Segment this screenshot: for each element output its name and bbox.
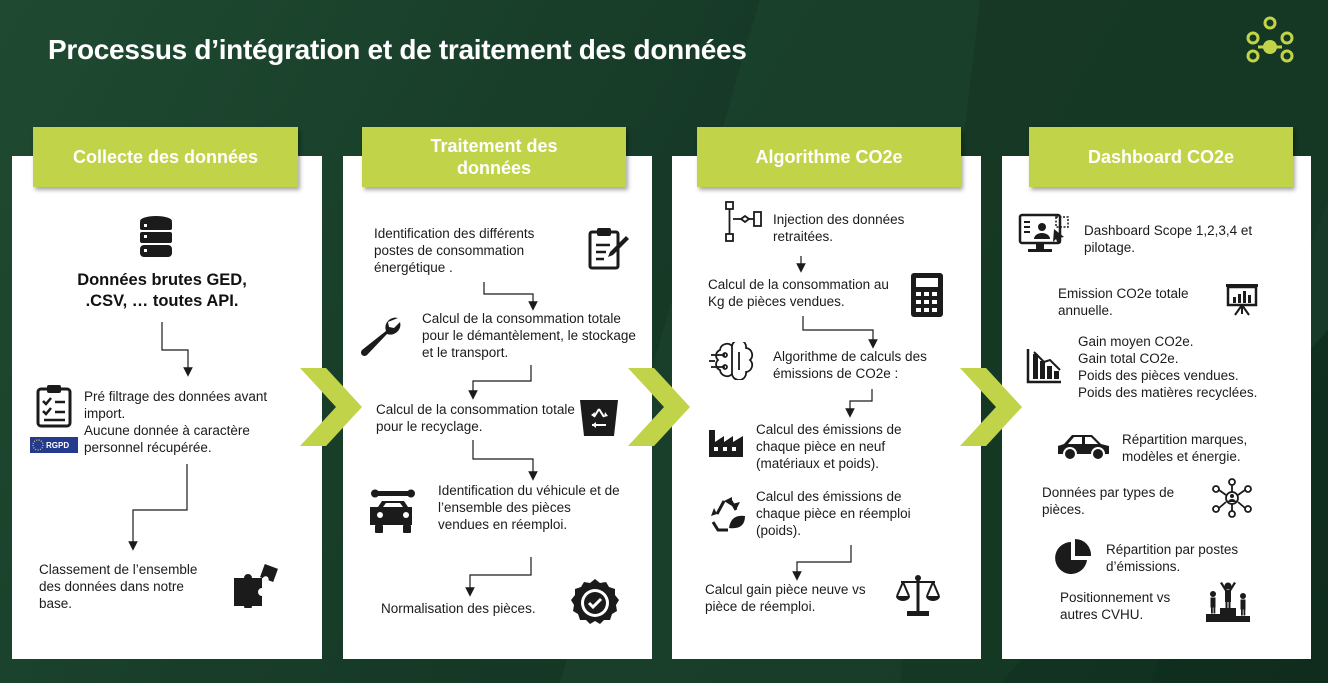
identification-vehicule-text: Identification du véhicule et de l’ensemble des pièces vendues en réemploi. [438,483,620,532]
gain-moyen-line: Gain moyen CO2e. [1078,334,1194,349]
consommation-kg-text: Calcul de la consommation au Kg de pièces vendues. [708,277,889,309]
scale-icon [895,574,941,618]
consommation-totale-text: Calcul de la consommation totale pour le démantèlement, le stockage et le transport. [422,311,636,360]
dashboard-scope-text: Dashboard Scope 1,2,3,4 et pilotage. [1084,223,1253,255]
emission-annuelle-text: Emission CO2e totale annuelle. [1058,286,1189,318]
database-icon [139,216,173,258]
network-icon [1211,478,1253,518]
puzzle-icon [232,564,280,608]
poids-pieces-line: Poids des pièces vendues. [1078,368,1239,383]
gains-list [1078,333,1298,401]
normalisation-text: Normalisation des pièces. [381,601,536,616]
car-icon [1056,432,1112,462]
prefilter-line: Pré filtrage des données avant import. [84,389,268,421]
clipboard-checklist-icon [36,384,72,428]
bar-chart-icon [1026,348,1062,384]
chevron-right-icon [300,368,362,446]
factory-icon [708,422,744,458]
repartition-postes-text: Répartition par postes d’émissions. [1106,542,1239,574]
algorithme-calcul-text: Algorithme de calculs des émissions de CO2e : [773,349,927,381]
classification-text: Classement de l’ensemble des données dans notre base. [39,562,198,611]
logo-icon [1242,14,1298,66]
check-badge-icon [570,578,620,628]
car-wrench-icon [370,487,416,543]
header-dashboard: Dashboard CO2e [1029,127,1293,187]
gain-piece-text: Calcul gain pièce neuve vs pièce de réemploi. [705,582,866,614]
podium-icon [1204,578,1252,624]
emissions-neuf-text: Calcul des émissions de chaque pièce en neuf (matériaux et poids). [756,422,902,471]
recyclage-text: Calcul de la consommation totale pour le recyclage. [376,402,575,434]
recycle-bin-icon [578,398,620,438]
calculator-icon [910,272,944,318]
presentation-chart-icon [1225,282,1259,316]
identification-postes-text: Identification des différents postes de consommation énergétique . [374,226,535,275]
repartition-marques-text: Répartition marques, modèles et énergie. [1122,432,1248,464]
dashboard-screen-icon [1018,213,1070,255]
raw-data-text: Données brutes GED, .CSV, … toutes API. [77,271,247,310]
pie-chart-icon [1053,538,1093,578]
poids-matieres-line: Poids des matières recyclées. [1078,385,1258,400]
header-algorithme: Algorithme CO2e [697,127,961,187]
gain-total-line: Gain total CO2e. [1078,351,1179,366]
prefilter-text [84,388,294,456]
brain-icon [708,342,754,380]
privacy-line: Aucune donnée à caractère personnel récupérée. [84,423,250,455]
injection-text: Injection des données retraitées. [773,212,905,244]
recycle-leaf-icon [707,494,747,532]
chevron-right-icon [960,368,1022,446]
flowchart-icon [724,200,764,244]
rgpd-badge-icon [30,437,78,453]
types-pieces-text: Données par types de pièces. [1042,485,1175,517]
positionnement-text: Positionnement vs autres CVHU. [1060,590,1171,622]
page-title: Processus d’intégration et de traitement des données [48,34,747,65]
header-collecte: Collecte des données [33,127,298,187]
wrench-icon [358,314,404,358]
clipboard-pencil-icon [588,226,630,270]
emissions-reemploi-text: Calcul des émissions de chaque pièce en réemploi (poids). [756,489,911,538]
rgpd-label: RGPD [46,441,70,450]
chevron-right-icon [628,368,690,446]
header-traitement-label: Traitement des données [430,136,558,178]
header-traitement [362,127,626,187]
